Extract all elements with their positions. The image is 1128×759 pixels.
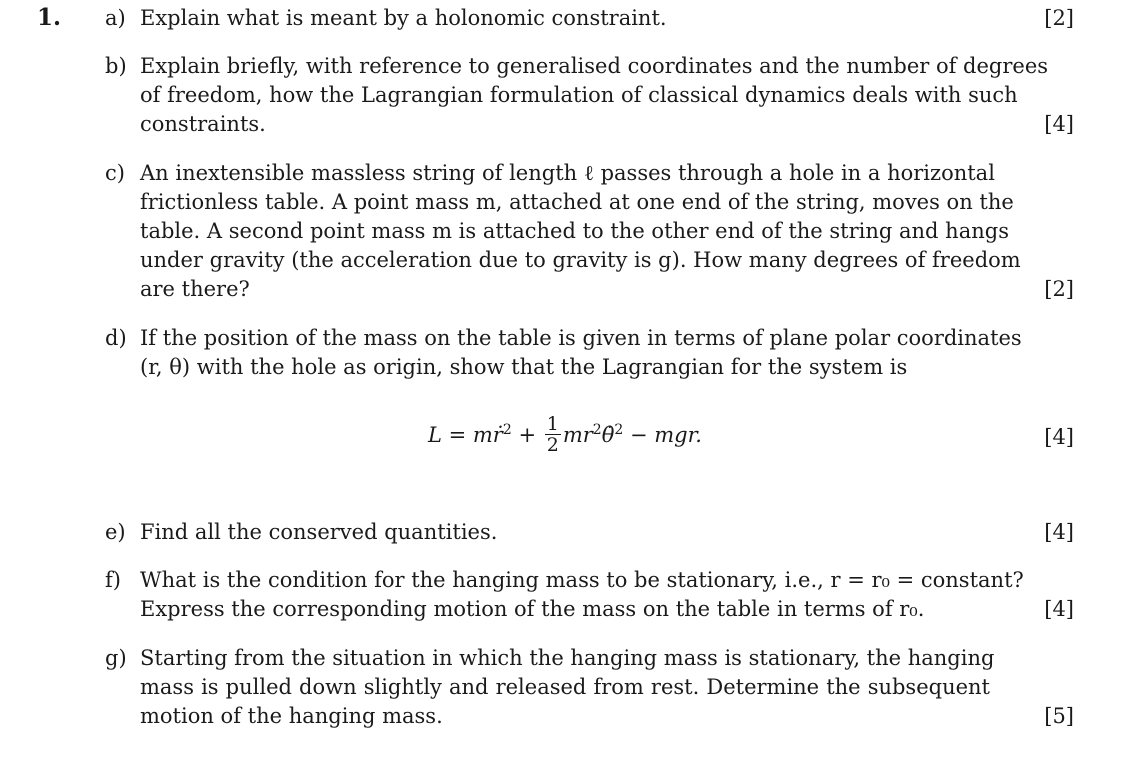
marks-a: [2] xyxy=(1044,6,1074,30)
part-text-line: constraints. xyxy=(140,112,266,136)
equation-expression xyxy=(428,413,702,457)
part-text-line: table. A second point mass m is attached to the other end of the string and hangs xyxy=(140,219,1009,243)
part-text-line: Explain briefly, with reference to generalised coordinates and the number of degrees xyxy=(140,54,1049,78)
part-text-line: motion of the hanging mass. xyxy=(140,704,443,728)
part-letter: b) xyxy=(105,54,127,78)
question-number: 1. xyxy=(37,4,62,31)
marks-c: [2] xyxy=(1044,277,1074,301)
part-text-line: (r, θ) with the hole as origin, show that the Lagrangian for the system is xyxy=(140,355,908,379)
part-c xyxy=(105,159,1021,304)
part-letter: f) xyxy=(105,568,121,592)
marks-g: [5] xyxy=(1044,704,1074,728)
part-text-line: Explain what is meant by a holonomic constraint. xyxy=(140,6,667,30)
part-text-line: If the position of the mass on the table is given in terms of plane polar coordinates xyxy=(140,326,1022,350)
part-text-line: An inextensible massless string of length ℓ passes through a hole in a horizontal xyxy=(140,161,995,185)
equation-exponent: 2 xyxy=(592,422,602,438)
part-text-line: are there? xyxy=(140,277,250,301)
equation-plus: + xyxy=(511,423,543,447)
equation-rest: − mgr. xyxy=(623,423,702,447)
fraction-numerator: 1 xyxy=(546,413,559,435)
part-letter: g) xyxy=(105,646,127,670)
lagrangian-equation xyxy=(0,400,1128,460)
part-text-line: Express the corresponding motion of the mass on the table in terms of r₀. xyxy=(140,597,925,621)
marks-d: [4] xyxy=(1044,425,1074,449)
part-g xyxy=(105,644,995,731)
part-text-line: frictionless table. A point mass m, attached at one end of the string, moves on the xyxy=(140,190,1014,214)
part-letter: d) xyxy=(105,326,127,350)
equation-exponent: 2 xyxy=(502,422,512,438)
equation-fraction xyxy=(545,414,561,455)
part-f xyxy=(105,566,1024,624)
fraction-denominator: 2 xyxy=(546,434,559,456)
part-text-line: mass is pulled down slightly and released from rest. Determine the subsequent xyxy=(140,675,990,699)
part-letter: c) xyxy=(105,161,125,185)
part-text-line: of freedom, how the Lagrangian formulation of classical dynamics deals with such xyxy=(140,83,1018,107)
part-text-line: Find all the conserved quantities. xyxy=(140,520,498,544)
marks-b: [4] xyxy=(1044,112,1074,136)
equation-theta-dot: θ̇ xyxy=(601,423,615,447)
marks-f: [4] xyxy=(1044,597,1074,621)
part-d xyxy=(105,324,1022,382)
part-e xyxy=(105,518,990,547)
part-a xyxy=(105,4,990,33)
marks-e: [4] xyxy=(1044,520,1074,544)
part-text-line: What is the condition for the hanging mass to be stationary, i.e., r = r₀ = constant? xyxy=(140,568,1024,592)
equation-exponent: 2 xyxy=(614,422,624,438)
part-letter: e) xyxy=(105,520,126,544)
part-b xyxy=(105,52,1049,139)
part-letter: a) xyxy=(105,6,126,30)
equation-lhs: L = mṙ xyxy=(428,423,503,447)
part-text-line: under gravity (the acceleration due to gravity is g). How many degrees of freedom xyxy=(140,248,1021,272)
equation-term: mr xyxy=(562,423,593,447)
part-text-line: Starting from the situation in which the hanging mass is stationary, the hanging xyxy=(140,646,995,670)
